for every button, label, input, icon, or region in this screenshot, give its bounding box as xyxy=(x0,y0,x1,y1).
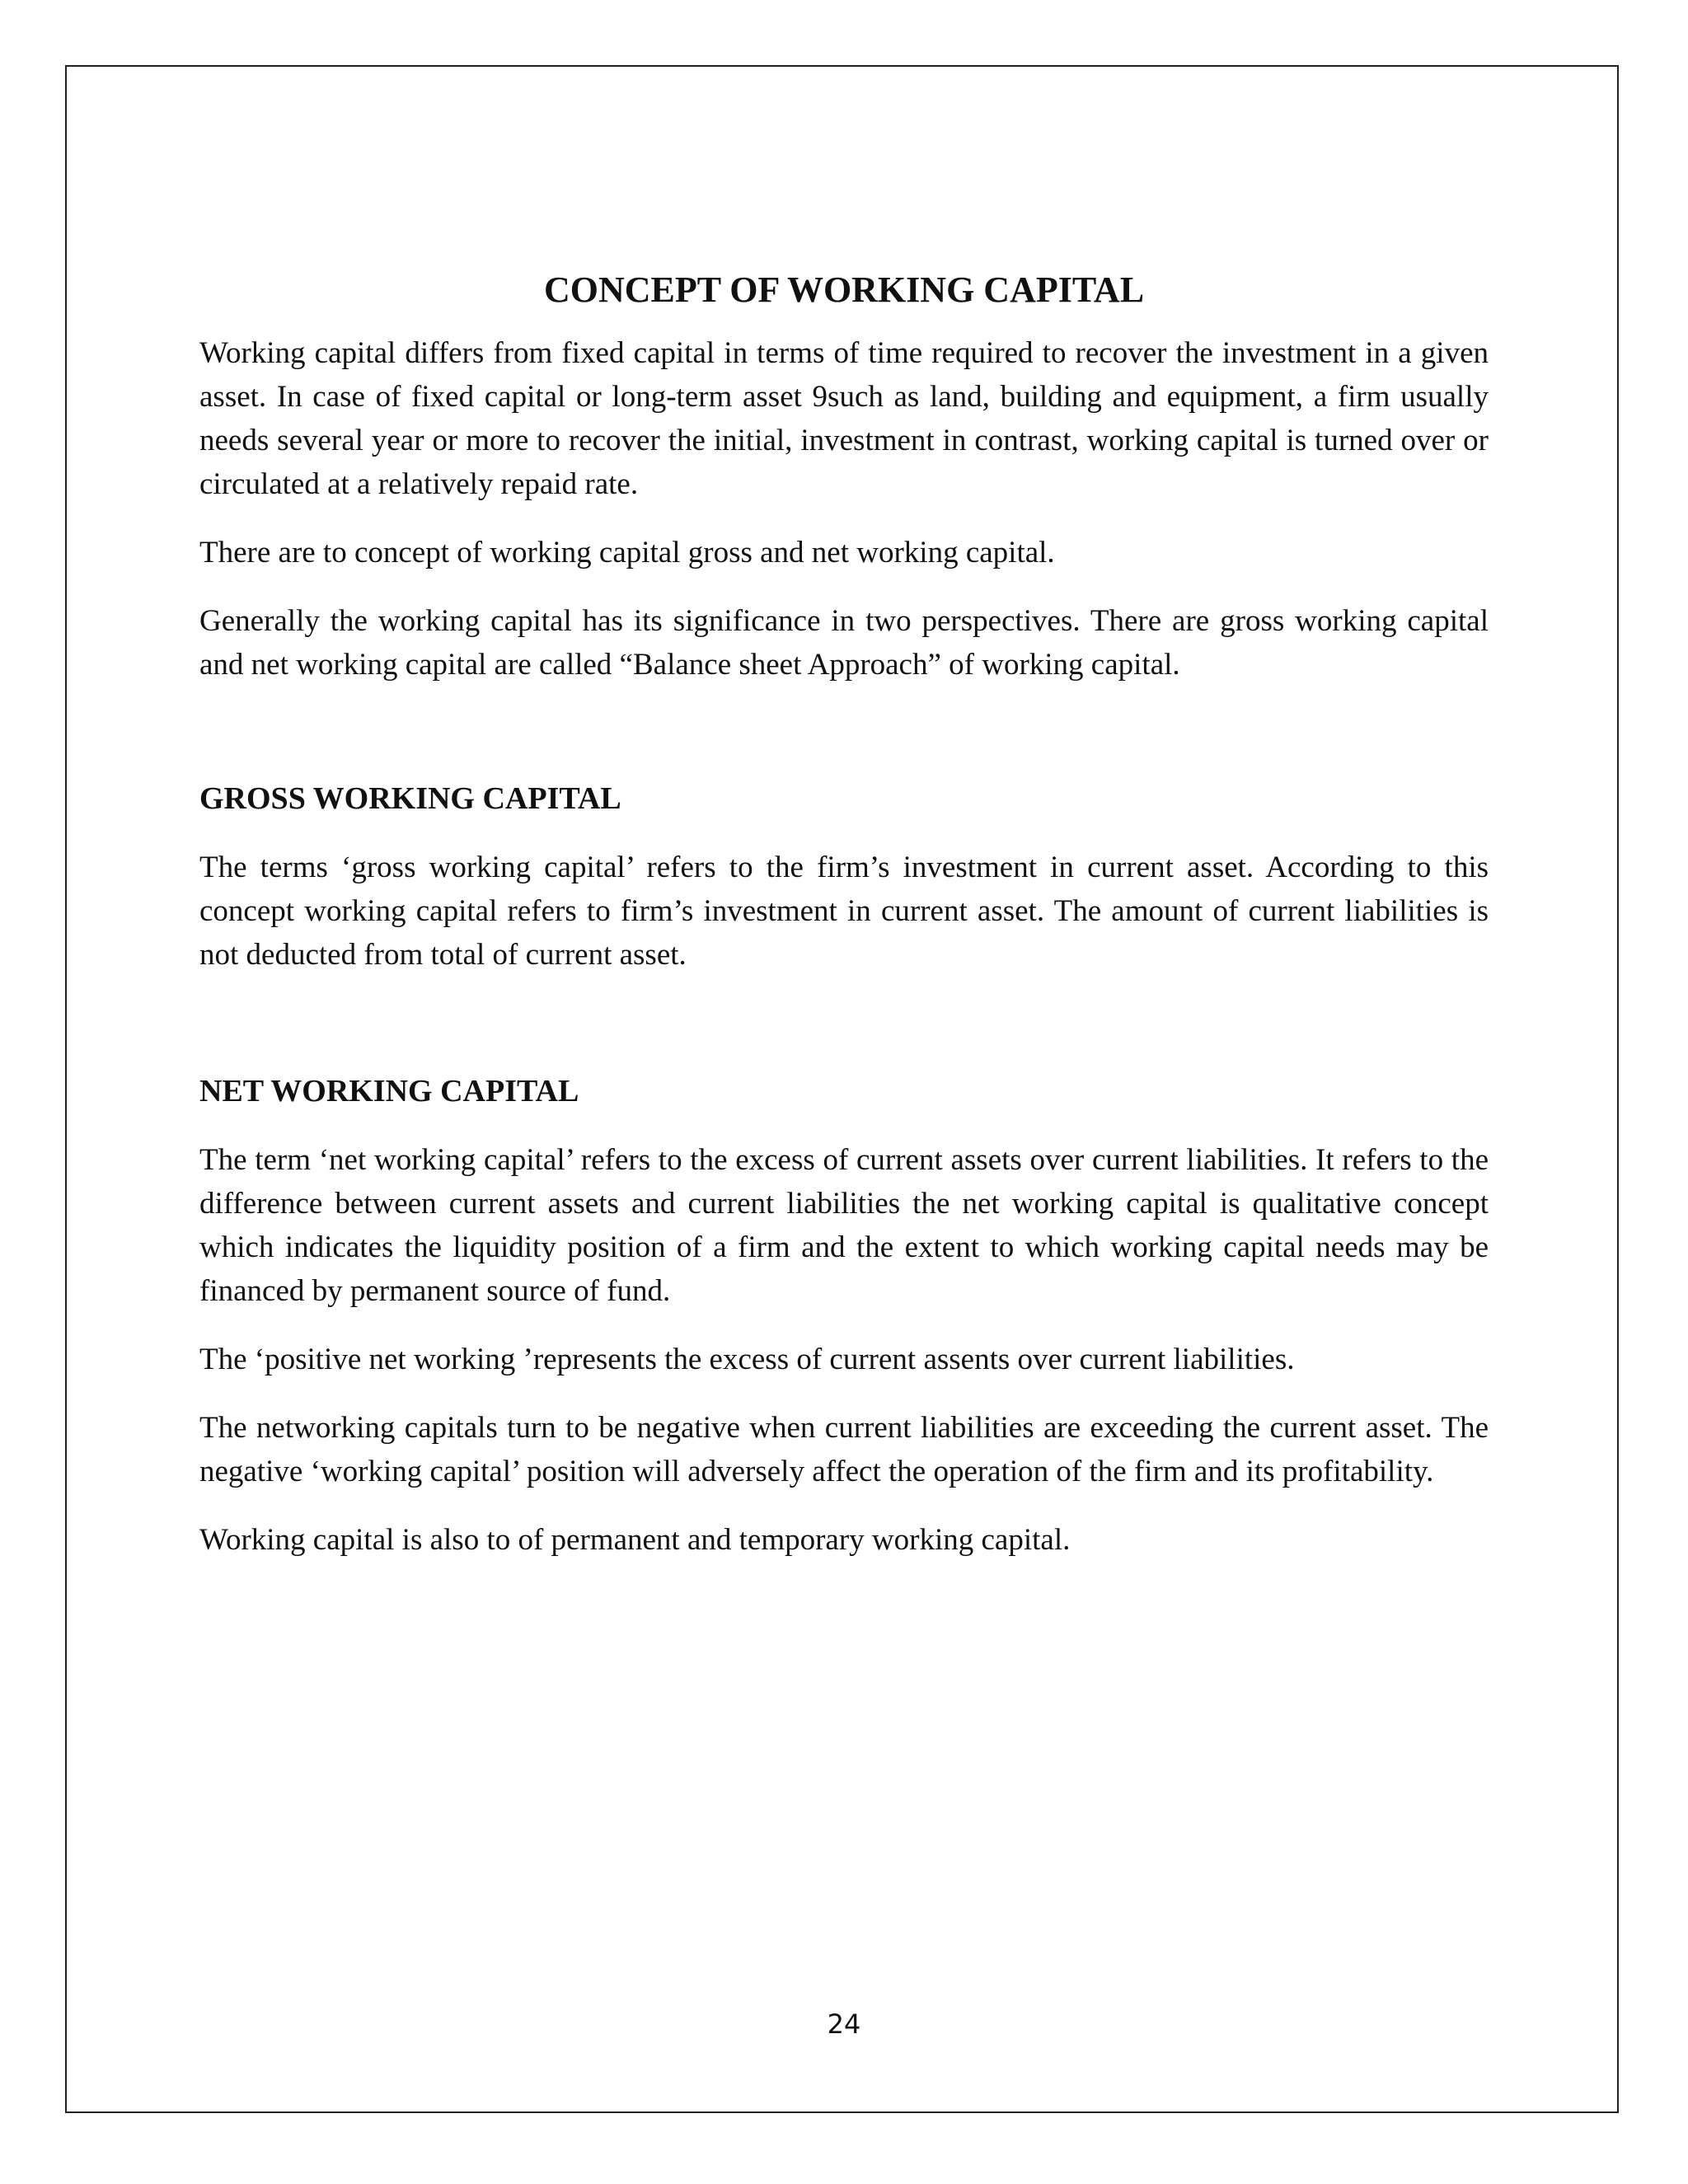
gross-working-capital-heading: GROSS WORKING CAPITAL xyxy=(199,781,621,816)
intro-paragraph-2: There are to concept of working capital gross and net working capital. xyxy=(199,536,1055,569)
net-working-capital-heading: NET WORKING CAPITAL xyxy=(199,1074,579,1108)
intro-paragraph-1: Working capital differs from fixed capital in terms of time required to recover the investment in a given asset. In case of fixed capital or long-term asset 9such as land, building and equipment, a firm usually needs several year or more to recover the initial, investment in contrast, working capital is turned over or circulated at a relatively repaid rate. xyxy=(199,336,1489,501)
section-spacer xyxy=(199,687,1489,777)
net-working-capital-paragraph-4: Working capital is also to of permanent and temporary working capital. xyxy=(199,1523,1071,1557)
page-title: CONCEPT OF WORKING CAPITAL xyxy=(543,269,1145,310)
page-number: 24 xyxy=(827,2008,861,2040)
net-working-capital-paragraph-1: The term ‘net working capital’ refers to the excess of current assets over current liabilities. It refers to the difference between current assets and current liabilities the net working capital is qualitative concept which indicates the liquidity position of a firm and the extent to which working capital needs may be financed by permanent source of fund. xyxy=(199,1143,1489,1308)
net-working-capital-paragraph-3: The networking capitals turn to be negative when current liabilities are exceeding the current asset. The negative ‘working capital’ position will adversely affect the operation of the firm and its profitability. xyxy=(199,1411,1489,1488)
gross-working-capital-paragraph: The terms ‘gross working capital’ refers to the firm’s investment in current asset. According to this concept working capital refers to firm’s investment in current asset. The amount of current liabilities is not deducted from total of current asset. xyxy=(199,851,1489,972)
net-working-capital-paragraph-2: The ‘positive net working ’represents the excess of current assents over current liabilities. xyxy=(199,1343,1295,1376)
intro-paragraph-3: Generally the working capital has its significance in two perspectives. There are gross working capital and net working capital are called “Balance sheet Approach” of working capital. xyxy=(199,604,1489,682)
document-body xyxy=(199,265,1489,1562)
section-spacer xyxy=(199,977,1489,1070)
